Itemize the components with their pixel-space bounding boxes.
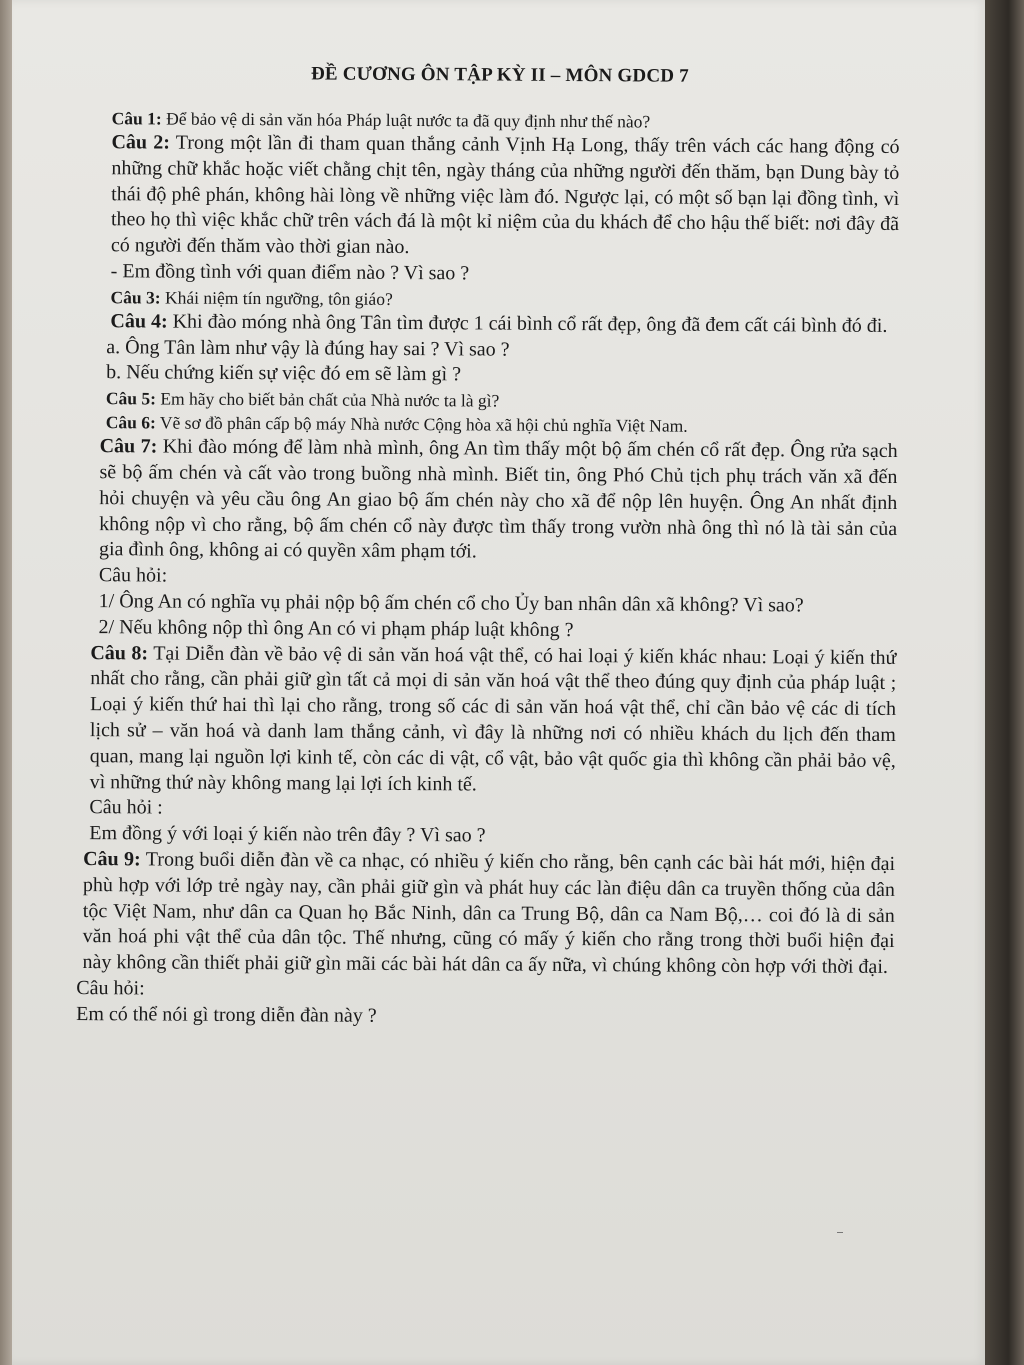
question-8-ask: Câu hỏi : bbox=[89, 796, 163, 819]
question-6-label: Câu 6: bbox=[105, 412, 156, 433]
question-2 bbox=[79, 130, 900, 264]
question-8-text: Tại Diễn đàn về bảo vệ di sản văn hoá vật thể, có hai loại ý kiến khác nhau: Loại ý kiến thứ nhất cho rằng, cần phải giữ gìn tất cả mọi di sản văn hoá vật thể theo đúng quy định của pháp luật ; Loại ý kiến thứ hai thì lại cho rằng, trong số các di sản văn hoá vật thể, chỉ cần bảo vệ các di tích lịch sử – văn hoá và danh lam thắng cảnh, vì đây là những nơi có nhiều khách du lịch đến tham quan, mang lại nguồn lợi kinh tế, còn các di vật, cổ vật, bảo vật quốc gia thì không cần phải bảo vệ, vì những thứ này không mang lại lợi ích kinh tế. bbox=[89, 641, 897, 795]
question-9-label: Câu 9: bbox=[83, 847, 141, 871]
question-9-sub: Em có thể nói gì trong diễn đàn này ? bbox=[76, 1002, 377, 1027]
question-7-sub-2: 2/ Nếu không nộp thì ông An có vi phạm pháp luật không ? bbox=[98, 615, 574, 641]
document-title: ĐỀ CƯƠNG ÔN TẬP KỲ II – MÔN GDCD 7 bbox=[310, 63, 689, 87]
document-body bbox=[74, 62, 900, 1032]
question-1-label: Câu 1: bbox=[111, 108, 162, 129]
question-7-sub-1: 1/ Ông An có nghĩa vụ phải nộp bộ ấm chén cổ cho Ủy ban nhân dân xã không? Vì sao? bbox=[98, 590, 804, 617]
question-8-sub: Em đồng ý với loại ý kiến nào trên đây ? Vì sao ? bbox=[89, 822, 486, 847]
question-8 bbox=[76, 641, 897, 801]
question-4-text: Khi đào móng nhà ông Tân tìm được 1 cái bình cổ rất đẹp, ông đã đem cất cái bình đó đi. bbox=[167, 310, 888, 337]
question-4-label: Câu 4: bbox=[110, 309, 168, 333]
question-9 bbox=[74, 847, 895, 981]
question-6-text: Vẽ sơ đồ phân cấp bộ máy Nhà nước Cộng hòa xã hội chủ nghĩa Việt Nam. bbox=[155, 412, 688, 436]
question-5-label: Câu 5: bbox=[105, 388, 157, 409]
question-7-text: Khi đào móng để làm nhà mình, ông An tìm thấy một bộ ấm chén cổ rất đẹp. Ông rửa sạch sẽ bộ ấm chén và cất vào trong buồng nhà mình. Biết tin, ông Phó Chủ tịch phụ trách văn xã đến hỏi chuyện và yêu cầu ông An giao bộ ấm chén này cho xã để nộp lên huyện. Ông An nhất định không nộp vì cho rằng, bộ ấm chén cổ này được tìm thấy trong vườn nhà ông thì nó là tài sản của gia đình ông, không ai có quyền xâm phạm tới. bbox=[98, 435, 898, 563]
question-4-sub-a: a. Ông Tân làm như vậy là đúng hay sai ? Vì sao ? bbox=[106, 335, 510, 361]
question-2-label: Câu 2: bbox=[111, 131, 171, 154]
question-3-label: Câu 3: bbox=[110, 286, 161, 308]
question-2-sub: - Em đồng tình với quan điểm nào ? Vì sao ? bbox=[110, 260, 470, 285]
question-7-label: Câu 7: bbox=[99, 435, 158, 458]
question-8-label: Câu 8: bbox=[90, 641, 149, 664]
question-5-text: Em hãy cho biết bản chất của Nhà nước ta là gì? bbox=[155, 388, 500, 411]
question-7-ask: Câu hỏi: bbox=[98, 564, 168, 587]
paper-mark bbox=[837, 1232, 843, 1233]
question-3-text: Khái niệm tín ngưỡng, tôn giáo? bbox=[160, 287, 393, 309]
desk-background-right bbox=[985, 0, 1024, 1365]
question-7 bbox=[77, 434, 898, 568]
question-1-text: Để bảo vệ di sản văn hóa Pháp luật nước ta đã quy định như thế nào? bbox=[161, 108, 651, 132]
question-9-ask: Câu hỏi: bbox=[76, 976, 145, 1000]
question-2-text: Trong một lần đi tham quan thắng cảnh Vịnh Hạ Long, thấy trên vách các hang động có những chữ khắc hoặc viết chằng chịt tên, ngày tháng của những người đến thăm, bạn Dung bày tỏ thái độ phê phán, không hài lòng về những việc làm đó. Ngược lại, có một số bạn lại đồng tình, vì theo họ thì việc khắc chữ trên vách đá là một kỉ niệm của du khách để cho hậu thế biết: nơi đây đã có người đến thăm vào thời gian nào. bbox=[110, 131, 900, 259]
question-4-sub-b: b. Nếu chứng kiến sự việc đó em sẽ làm gì ? bbox=[106, 361, 462, 386]
question-9-text: Trong buổi diễn đàn về ca nhạc, có nhiều ý kiến cho rằng, bên cạnh các bài hát mới, hiện đại phù hợp với lớp trẻ ngày nay, cần phải giữ gìn và phát huy các làn điệu dân ca truyền thống của dân tộc Việt Nam, như dân ca Quan họ Bắc Ninh, dân ca Trung Bộ, dân ca Nam Bộ,… coi đó là di sản văn hoá phi vật thể của dân tộc. Thế nhưng, cũng có mấy ý kiến cho rằng trong thời buổi hiện đại này không cần thiết phải giữ gìn mãi các bài hát dân ca ấy nữa, vì chúng không còn hợp với thời đại. bbox=[82, 848, 896, 979]
